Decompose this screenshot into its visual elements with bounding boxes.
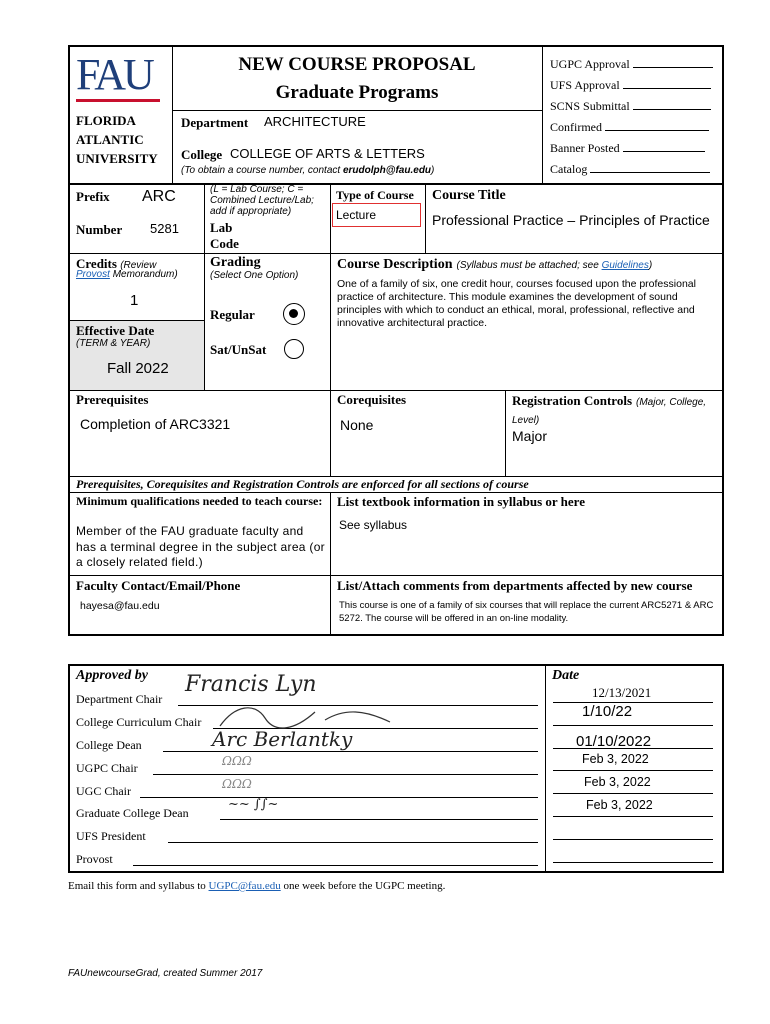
date-line [553,725,713,726]
prefix-value[interactable]: ARC [142,188,176,205]
corequisites-label: Corequisites [337,392,407,407]
approval-banner: Banner Posted [550,138,713,159]
date-line [553,839,713,840]
grading-satunsat-radio[interactable] [284,339,304,359]
registration-note: (Major, College, Level) [512,397,707,426]
type-of-course-label: Type of Course [336,188,414,202]
signature-line[interactable] [153,774,538,775]
corequisites-value[interactable]: None [340,417,374,433]
lab-label: Lab [210,220,233,235]
faculty-contact-label: Faculty Contact/Email/Phone [76,578,241,593]
registration-label: Registration Controls [512,393,633,408]
role-ufs-president: UFS President [76,829,146,843]
grading-satunsat-label: Sat/UnSat [210,342,267,357]
logo-underline [76,99,160,102]
date-department-chair[interactable]: 12/13/2021 [592,685,652,700]
divider [204,185,205,390]
university-name [76,111,158,168]
description-label: Course Description [337,257,453,272]
qualifications-value[interactable]: Member of the FAU graduate faculty and has a terminal degree in the subject area (or a closely related field.) [76,524,325,569]
divider [68,183,724,185]
divider [172,110,542,111]
textbook-value[interactable]: See syllabus [339,518,408,532]
comments-label: List/Attach comments from departments affected by new course [337,578,693,593]
provost-link[interactable]: Provost [76,269,110,280]
grading-note: (Select One Option) [210,270,299,281]
role-provost: Provost [76,852,113,866]
date-curriculum-chair[interactable]: 1/10/22 [582,703,633,720]
date-line [553,702,713,703]
type-of-course-value: Lecture [336,208,377,222]
form-subtitle: Graduate Programs [275,82,439,103]
divider [425,185,426,253]
role-college-curriculum-chair: College Curriculum Chair [76,715,202,729]
date-line [553,748,713,749]
role-ugpc-chair: UGPC Chair [76,761,138,775]
date-label: Date [552,668,580,683]
date-line [553,793,713,794]
divider [68,492,724,493]
note-email[interactable]: erudolph@fau.edu [342,165,432,176]
role-department-chair: Department Chair [76,692,163,706]
date-ugpc-chair[interactable]: Feb 3, 2022 [582,752,649,766]
qualifications-label: Minimum qualifications needed to teach course: [76,494,323,508]
email-pre: Email this form and syllabus to [68,880,209,892]
grading-regular-label: Regular [210,307,255,322]
signature-line[interactable] [220,819,538,820]
department-value[interactable]: ARCHITECTURE [264,114,366,129]
course-description-text[interactable]: One of a family of six, one credit hour, courses focused upon the professional practice of architecture. This module examines the development of sound principles with which to conduct an ethical, moral, professional, reflective and innovative architectural practice. [337,278,696,329]
role-graduate-college-dean: Graduate College Dean [76,806,189,820]
divider [330,185,331,253]
date-line [553,770,713,771]
approval-scns: SCNS Submittal [550,96,713,117]
number-label: Number [76,222,123,237]
prefix-label: Prefix [76,189,110,204]
number-value[interactable]: 5281 [150,221,179,236]
department-label: Department [181,115,249,130]
effective-date-label: Effective Date [76,323,155,338]
role-ugc-chair: UGC Chair [76,784,131,798]
credits-value[interactable]: 1 [130,292,139,309]
lab-note: (L = Lab Course; C = Combined Lecture/Lab; add if appropriate) [210,184,314,217]
approval-ugpc: UGPC Approval [550,54,713,75]
prerequisites-label: Prerequisites [76,392,149,407]
signature-line[interactable] [133,865,538,866]
lab-code-label [210,220,239,252]
signature-college-dean: Arc Berlantky [212,727,353,751]
grading-regular-radio[interactable] [283,303,305,325]
grading-label: Grading [210,255,261,270]
divider [545,664,546,873]
date-graduate-dean[interactable]: Feb 3, 2022 [586,798,653,812]
signature-line[interactable] [168,842,538,843]
course-number-note [181,165,434,176]
divider [330,390,331,476]
prerequisites-value[interactable]: Completion of ARC3321 [80,416,231,432]
divider [68,253,724,254]
faculty-contact-value[interactable]: hayesa@fau.edu [80,600,160,612]
divider [330,492,331,636]
effective-date-value[interactable]: Fall 2022 [107,360,169,377]
effective-date-note: (TERM & YEAR) [76,338,151,349]
divider [68,575,724,576]
divider [68,390,724,391]
approval-catalog: Catalog [550,159,713,180]
college-label: College [181,147,223,162]
enforced-note: Prerequisites, Corequisites and Registration Controls are enforced for all sections of course [76,477,529,491]
guidelines-link[interactable]: Guidelines [601,260,649,271]
university-line-1: FLORIDA [76,113,136,128]
signature-line[interactable] [163,751,538,752]
email-instructions [68,880,445,892]
approvals-list [550,54,713,180]
description-note: (Syllabus must be attached; see Guidelines) [456,260,653,271]
date-line [553,816,713,817]
registration-controls-header [512,392,717,428]
form-version: FAUnewcourseGrad, created Summer 2017 [68,968,263,979]
credits-note: (Review [120,260,157,271]
note-post: ) [431,165,435,176]
approval-confirmed: Confirmed [550,117,713,138]
logo-text: FAU [76,50,152,99]
signature-department-chair: Francis Lyn [185,672,317,697]
role-college-dean: College Dean [76,738,142,752]
divider [330,253,331,390]
note-pre: (To obtain a course number, contact [181,165,343,176]
divider [505,390,506,476]
code-label: Code [210,236,239,251]
signature-graduate-dean: ~~ ∫∫~ [228,797,279,812]
comments-value[interactable]: This course is one of a family of six courses that will replace the current ARC5271 & ARC 5272. The course will be offered in an on-line modality. [339,600,714,624]
memorandum-text: Memorandum) [112,269,178,280]
type-of-course-field[interactable] [332,203,421,227]
university-line-3: UNIVERSITY [76,151,158,166]
university-line-2: ATLANTIC [76,132,144,147]
radio-dot [289,309,298,318]
date-college-dean[interactable]: 01/10/2022 [576,733,652,750]
signature-line[interactable] [140,797,538,798]
divider [542,45,543,185]
date-line [553,862,713,863]
registration-value[interactable]: Major [512,428,548,444]
form-title: NEW COURSE PROPOSAL [238,54,476,75]
ugpc-email-link[interactable]: UGPC@fau.edu [208,880,281,892]
course-title-label: Course Title [432,188,506,203]
email-post: one week before the UGPC meeting. [280,880,446,892]
approved-by-label: Approved by [76,668,148,683]
date-ugc-chair[interactable]: Feb 3, 2022 [584,775,651,789]
credits-title: Credits [76,256,117,271]
approval-ufs: UFS Approval [550,75,713,96]
credits-note-2 [76,269,178,280]
course-description-header [337,255,652,273]
fau-logo [76,50,162,105]
signature-ugc-chair: ΩΩΩ [222,777,252,791]
textbook-label: List textbook information in syllabus or here [337,494,585,509]
signature-ugpc-chair: ΩΩΩ [222,754,252,768]
college-value[interactable]: COLLEGE OF ARTS & LETTERS [230,146,425,161]
course-title-value[interactable]: Professional Practice – Principles of Practice [432,212,710,228]
divider [68,320,204,321]
